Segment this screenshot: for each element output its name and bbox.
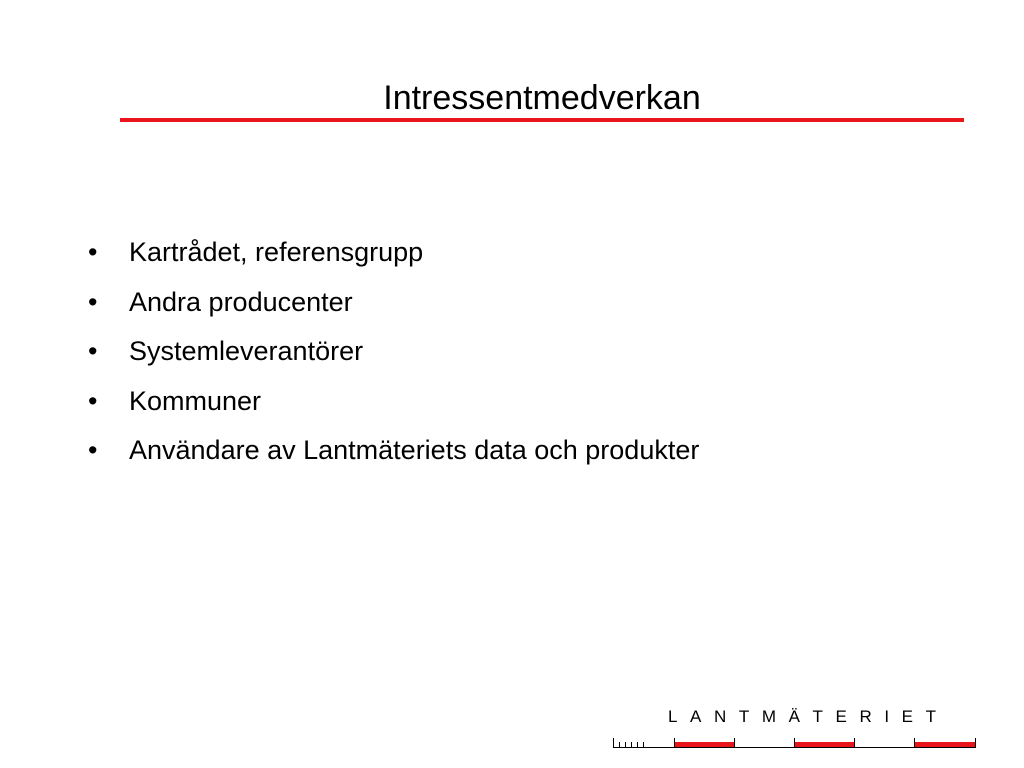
scale-tick [619, 742, 620, 747]
title-underline [120, 118, 964, 122]
bullet-text: Kommuner [129, 385, 262, 416]
bullet-item [85, 426, 699, 476]
bullet-dot: • [88, 286, 98, 317]
bullet-list [85, 228, 699, 476]
bullet-item [85, 377, 699, 427]
scale-tick [794, 738, 795, 748]
scale-tick [613, 738, 614, 748]
bullet-dot: • [88, 336, 98, 366]
scale-tick [643, 742, 644, 747]
bullet-item [85, 228, 699, 278]
bullet-item [85, 278, 699, 328]
bullet-text: Systemleverantörer [129, 336, 364, 366]
bullet-text: Kartrådet, referensgrupp [129, 237, 424, 267]
scale-tick [914, 738, 915, 748]
scale-red-segment [675, 742, 734, 747]
lantmateriet-logo-text: LANTMÄTERIET [668, 707, 949, 726]
bullet-text: Användare av Lantmäteriets data och produkter [129, 435, 700, 465]
bullet-dot: • [88, 237, 98, 267]
bullet-item [85, 327, 699, 377]
scale-tick [631, 742, 632, 747]
scale-tick [734, 738, 735, 748]
scale-red-segment [915, 742, 975, 747]
bullet-dot: • [88, 435, 98, 465]
scale-tick [674, 738, 675, 748]
logo-scale-bar-icon [613, 736, 977, 750]
bullet-dot: • [88, 385, 98, 416]
slide-title: Intressentmedverkan [383, 79, 701, 117]
scale-red-segment [795, 742, 854, 747]
scale-tick [637, 742, 638, 747]
bullet-text: Andra producenter [129, 286, 353, 317]
scale-tick [854, 738, 855, 748]
scale-tick [975, 738, 976, 748]
scale-tick [625, 742, 626, 747]
